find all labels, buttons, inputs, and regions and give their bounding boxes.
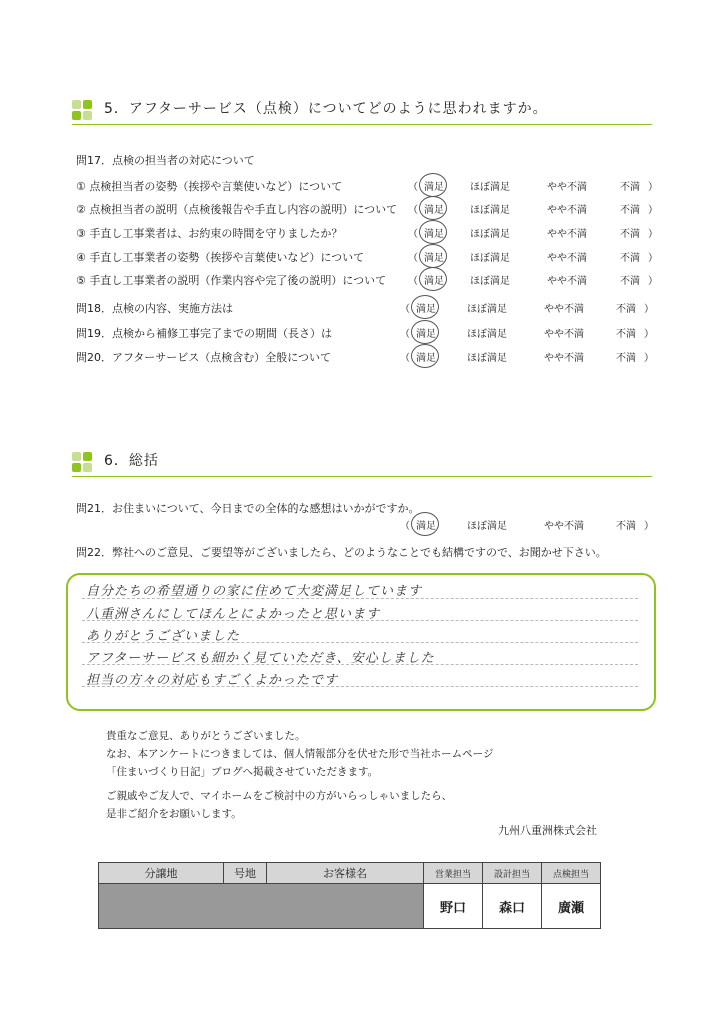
paren-close: ） [644, 304, 654, 315]
q17-item-2: ② 点検担当者の説明（点検後報告や手直し内容の説明）について [76, 203, 398, 216]
customer-info-redacted [99, 884, 424, 929]
option-hobo-manzoku[interactable]: ほぼ満足 [470, 182, 510, 193]
paren-open: （ [400, 304, 410, 315]
option-yaya-fuman[interactable]: やや不満 [547, 182, 587, 193]
q17-item-1: ① 点検担当者の姿勢（挨拶や言葉使いなど）について [76, 180, 343, 193]
option-hobo-manzoku[interactable]: ほぼ満足 [470, 229, 510, 240]
option-hobo-manzoku[interactable]: ほぼ満足 [467, 521, 507, 532]
q18-label: 問18．点検の内容、実施方法は [76, 302, 233, 315]
paren-close: ） [644, 521, 654, 532]
paren-open: （ [400, 521, 410, 532]
q22-label: 問22．弊社へのご意見、ご要望等がございましたら、どのようなことでも結構ですので、お聞かせ下さい。 [76, 546, 607, 559]
sales-staff: 野口 [424, 884, 483, 929]
option-manzoku[interactable]: 満足 [416, 353, 436, 364]
comment-text: 担当の方々の対応もすごくよかったです [86, 673, 339, 688]
paren-open: （ [408, 253, 418, 264]
section6-header [72, 450, 652, 477]
selected-circle-mark [411, 320, 439, 344]
paren-close: ） [648, 229, 658, 240]
paren-close: ） [644, 353, 654, 364]
option-hobo-manzoku[interactable]: ほぼ満足 [470, 276, 510, 287]
paren-close: ） [648, 276, 658, 287]
option-fuman[interactable]: 不満 [620, 182, 640, 193]
option-hobo-manzoku[interactable]: ほぼ満足 [467, 304, 507, 315]
option-fuman[interactable]: 不満 [616, 353, 636, 364]
paren-close: ） [648, 182, 658, 193]
comment-text: 自分たちの希望通りの家に住めて大変満足しています [86, 584, 423, 599]
option-manzoku[interactable]: 満足 [416, 304, 436, 315]
option-manzoku[interactable]: 満足 [424, 182, 444, 193]
option-fuman[interactable]: 不満 [616, 304, 636, 315]
selected-circle-mark [411, 344, 439, 368]
company-name: 九州八重洲株式会社 [498, 824, 597, 837]
comment-text: 八重洲さんにしてほんとによかったと思います [86, 607, 381, 622]
option-manzoku[interactable]: 満足 [416, 521, 436, 532]
section5-header [72, 98, 652, 125]
staff-table [98, 862, 601, 929]
paren-close: ） [648, 253, 658, 264]
option-yaya-fuman[interactable]: やや不満 [547, 205, 587, 216]
option-yaya-fuman[interactable]: やや不満 [544, 353, 584, 364]
comment-text: ありがとうございました [86, 629, 241, 644]
header-number: 号地 [224, 863, 267, 884]
header-inspection: 点検担当 [542, 863, 601, 884]
thanks-line: 是非ご紹介をお願いします。 [106, 808, 242, 820]
paren-open: （ [408, 276, 418, 287]
q20-label: 問20．アフターサービス（点検含む）全般について [76, 351, 332, 364]
paren-open: （ [400, 329, 410, 340]
option-hobo-manzoku[interactable]: ほぼ満足 [467, 329, 507, 340]
option-manzoku[interactable]: 満足 [424, 205, 444, 216]
option-manzoku[interactable]: 満足 [424, 276, 444, 287]
paren-open: （ [408, 182, 418, 193]
paren-open: （ [408, 229, 418, 240]
section6-title: 6．総括 [104, 453, 159, 469]
header-design: 設計担当 [483, 863, 542, 884]
q17-item-3: ③ 手直し工事業者は、お約束の時間を守りましたか？ [76, 227, 343, 240]
thanks-line: 「住まいづくり日記」ブログへ掲載させていただきます。 [106, 766, 379, 778]
option-yaya-fuman[interactable]: やや不満 [544, 304, 584, 315]
option-hobo-manzoku[interactable]: ほぼ満足 [470, 253, 510, 264]
paren-open: （ [400, 353, 410, 364]
option-fuman[interactable]: 不満 [616, 329, 636, 340]
selected-circle-mark [419, 267, 447, 291]
q17-item-4: ④ 手直し工事業者の姿勢（挨拶や言葉使いなど）について [76, 251, 365, 264]
option-fuman[interactable]: 不満 [620, 205, 640, 216]
paren-close: ） [648, 205, 658, 216]
option-yaya-fuman[interactable]: やや不満 [547, 276, 587, 287]
option-fuman[interactable]: 不満 [616, 521, 636, 532]
option-hobo-manzoku[interactable]: ほぼ満足 [467, 353, 507, 364]
q17-label: 問17．点検の担当者の対応について [76, 154, 255, 167]
option-manzoku[interactable]: 満足 [424, 229, 444, 240]
selected-circle-mark [411, 295, 439, 319]
selected-circle-mark [419, 244, 447, 268]
section5-title: 5．アフターサービス（点検）についてどのように思われますか。 [104, 101, 548, 117]
leaf-icon [72, 452, 92, 472]
option-yaya-fuman[interactable]: やや不満 [544, 521, 584, 532]
option-yaya-fuman[interactable]: やや不満 [547, 253, 587, 264]
paren-open: （ [408, 205, 418, 216]
selected-circle-mark [419, 196, 447, 220]
thanks-line: ご親戚やご友人で、マイホームをご検討中の方がいらっしゃいましたら、 [106, 790, 453, 802]
header-lot: 分譲地 [99, 863, 224, 884]
design-staff: 森口 [483, 884, 542, 929]
leaf-icon [72, 100, 92, 120]
thanks-line: 貴重なご意見、ありがとうございました。 [106, 730, 306, 742]
header-sales: 営業担当 [424, 863, 483, 884]
q19-label: 問19．点検から補修工事完了までの期間（長さ）は [76, 327, 332, 340]
header-customer: お客様名 [267, 863, 424, 884]
option-fuman[interactable]: 不満 [620, 229, 640, 240]
inspection-staff: 廣瀬 [542, 884, 601, 929]
option-yaya-fuman[interactable]: やや不満 [544, 329, 584, 340]
option-fuman[interactable]: 不満 [620, 253, 640, 264]
option-manzoku[interactable]: 満足 [424, 253, 444, 264]
q17-item-5: ⑤ 手直し工事業者の説明（作業内容や完了後の説明）について [76, 274, 387, 287]
option-hobo-manzoku[interactable]: ほぼ満足 [470, 205, 510, 216]
q21-label: 問21．お住まいについて、今日までの全体的な感想はいかがですか。 [76, 502, 420, 515]
selected-circle-mark [419, 220, 447, 244]
thanks-line: なお、本アンケートにつきましては、個人情報部分を伏せた形で当社ホームページ [106, 748, 494, 760]
paren-close: ） [644, 329, 654, 340]
option-yaya-fuman[interactable]: やや不満 [547, 229, 587, 240]
option-fuman[interactable]: 不満 [620, 276, 640, 287]
comment-text: アフターサービスも細かく見ていただき、安心しました [86, 651, 435, 666]
option-manzoku[interactable]: 満足 [416, 329, 436, 340]
selected-circle-mark [419, 173, 447, 197]
